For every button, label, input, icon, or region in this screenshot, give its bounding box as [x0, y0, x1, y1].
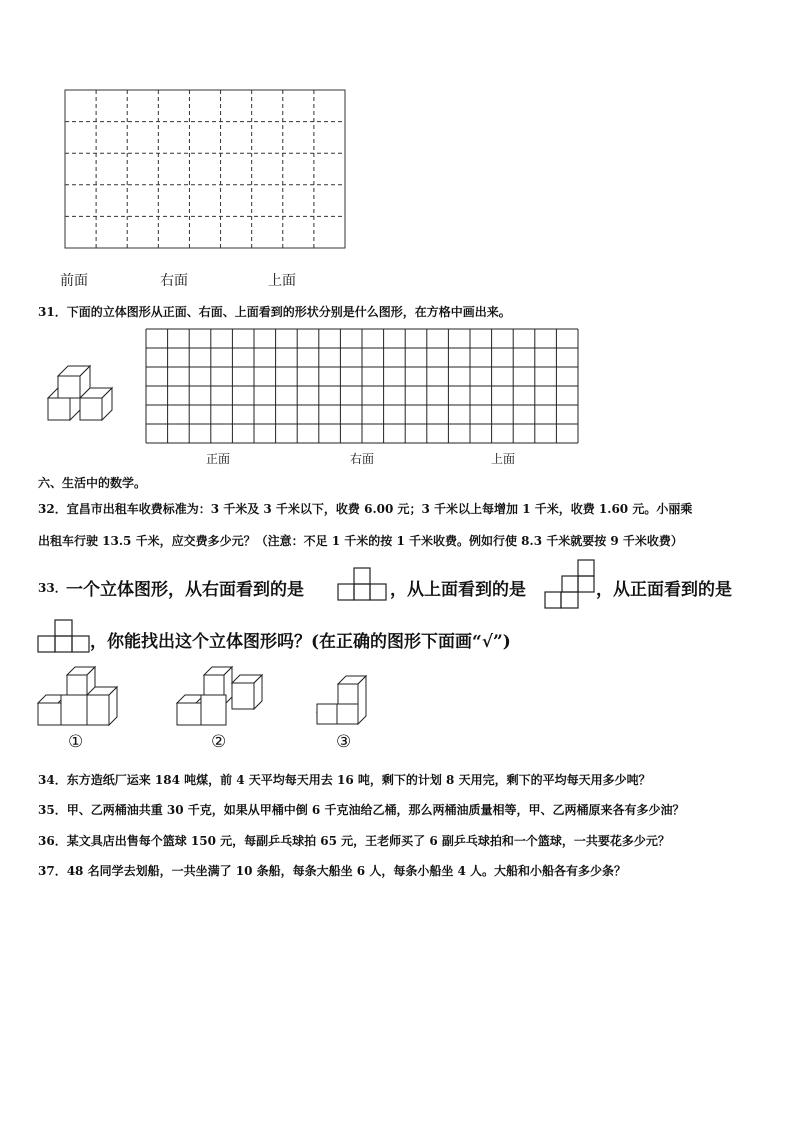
q33-part3: ，从正面看到的是 — [596, 580, 732, 600]
q33-option-2-figure[interactable] — [176, 665, 264, 727]
q32-line2: 出租车行驶 13.5 千米，应交费多少元？（注意：不足 1 千米的按 1 千米收费。例如行使 8.3 千米就要按 9 千米收费） — [38, 534, 683, 548]
q31-solid-grid — [145, 328, 579, 444]
grid-border — [65, 90, 345, 248]
grid1-label-front: 前面 — [60, 273, 88, 289]
q31-cube-figure — [44, 358, 114, 428]
q33-front-view-icon — [38, 619, 90, 653]
q33-option-3-figure[interactable] — [316, 674, 372, 736]
q33-right-view-icon — [338, 567, 388, 601]
q33-part2: ，从上面看到的是 — [390, 580, 526, 600]
q36-text: 36．某文具店出售每个篮球 150 元，每副乒乓球拍 65 元，王老师买了 6 副乒乓球拍和一个篮球，一共要花多少元？ — [38, 834, 670, 848]
q31-text: 31．下面的立体图形从正面、右面、上面看到的形状分别是什么图形，在方格中画出来。 — [38, 305, 511, 319]
q33-number: 33． — [38, 581, 67, 595]
q33-option-2-label: ② — [211, 732, 227, 752]
q37-text: 37．48 名同学去划船，一共坐满了 10 条船，每条大船坐 6 人，每条小船坐 4 人。大船和小船各有多少条？ — [38, 864, 627, 878]
grid1-label-top: 上面 — [268, 273, 296, 289]
q33-option-1-figure[interactable] — [37, 665, 119, 727]
q31-label-right: 右面 — [350, 452, 375, 466]
q32-line1: 32．宜昌市出租车收费标准为：3 千米及 3 千米以下，收费 6.00 元；3 千米以上每增加 1 千米，收费 1.60 元。小丽乘 — [38, 502, 693, 516]
q33-top-view-icon — [544, 559, 596, 609]
q35-text: 35．甲、乙两桶油共重 30 千克，如果从甲桶中倒 6 千克油给乙桶，那么两桶油质量相等，甲、乙两桶原来各有多少油？ — [38, 803, 685, 817]
q33-part1: 一个立体图形，从右面看到的是 — [66, 580, 304, 600]
section6-title: 六、生活中的数学。 — [38, 476, 147, 490]
grid1-label-right: 右面 — [160, 273, 188, 289]
top-dashed-grid — [64, 89, 346, 249]
q33-part4: ，你能找出这个立体图形吗？(在正确的图形下面画“√”) — [90, 632, 511, 652]
q31-label-top: 上面 — [491, 452, 516, 466]
q33-option-1-label: ① — [68, 732, 84, 752]
q33-option-3-label: ③ — [336, 732, 352, 752]
q31-label-front: 正面 — [206, 452, 231, 466]
q34-text: 34．东方造纸厂运来 184 吨煤，前 4 天平均每天用去 16 吨，剩下的计划 8 天用完，剩下的平均每天用多少吨？ — [38, 773, 651, 787]
